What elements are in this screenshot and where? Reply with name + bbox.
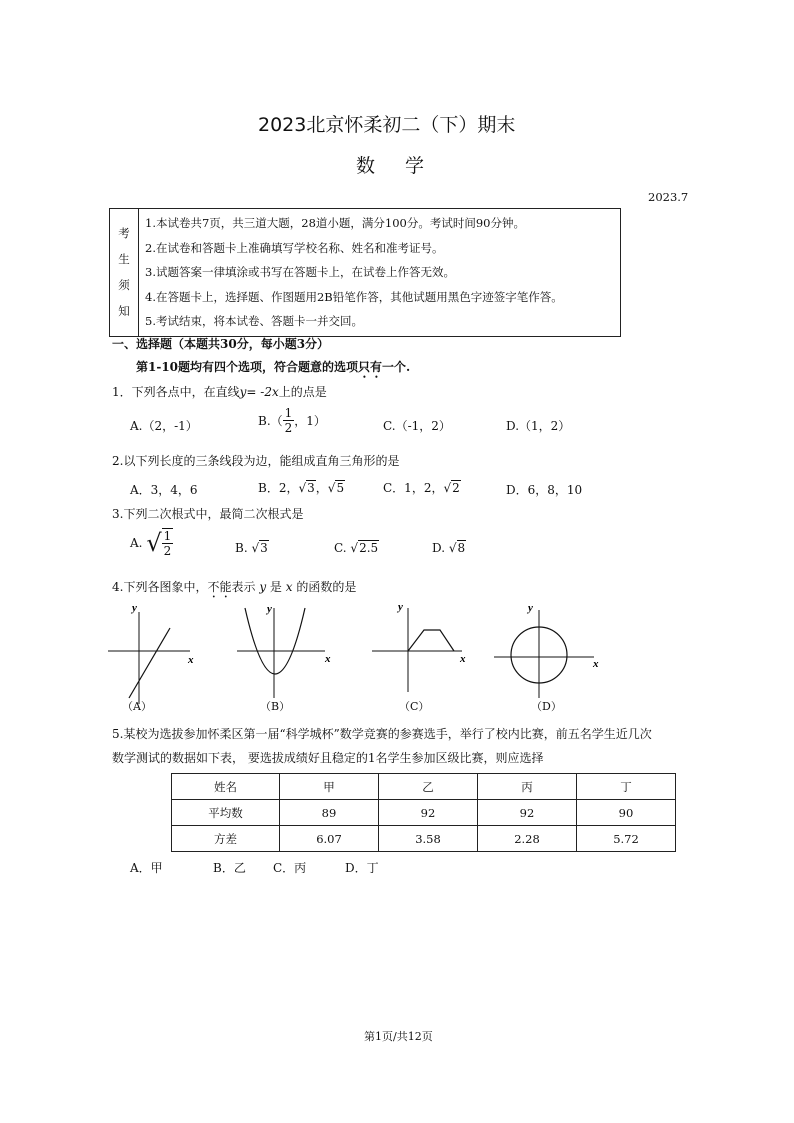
q4-caption-c: （C） bbox=[399, 700, 430, 713]
q4-var-x: x bbox=[285, 580, 293, 594]
q2-option-b[interactable] bbox=[258, 479, 345, 496]
y-axis-label: y bbox=[398, 601, 403, 613]
notice-item: 1.本试卷共7页，共三道大题，28道小题，满分100分。考试时间90分钟。 bbox=[145, 216, 526, 230]
table-header-cell: 丁 bbox=[577, 774, 676, 800]
question-1-stem bbox=[112, 383, 327, 400]
table-cell: 89 bbox=[280, 800, 379, 826]
notice-item: 2.在试卷和答题卡上准确填写学校名称、姓名和准考证号。 bbox=[145, 240, 444, 255]
fraction-denominator: 2 bbox=[284, 421, 293, 435]
question-2-stem: 2.以下列长度的三条线段为边，能组成直角三角形的是 bbox=[112, 454, 400, 468]
q2-b-separator: ， bbox=[315, 481, 328, 495]
sqrt-icon: √ bbox=[443, 481, 452, 495]
question-5-stem-line-1: 5.某校为选拔参加怀柔区第一届“科学城杯”数学竞赛的参赛选手，举行了校内比赛，前五名学生近几次 bbox=[112, 727, 652, 741]
q2-option-a[interactable]: A．3，4，6 bbox=[130, 483, 198, 497]
q3-a-fraction bbox=[162, 528, 174, 558]
q1-b-prefix: B.（ bbox=[258, 414, 283, 428]
notice-item: 5.考试结束，将本试卷、答题卡一并交回。 bbox=[145, 314, 363, 328]
q4-caption-d: （D） bbox=[531, 700, 562, 713]
table-header-cell: 甲 bbox=[280, 774, 379, 800]
table-cell: 92 bbox=[379, 800, 478, 826]
instruction-emphasis: 只有 bbox=[358, 360, 383, 374]
sqrt-icon: √ bbox=[448, 541, 457, 555]
q3-b-label: B. bbox=[235, 541, 248, 555]
q3-d-radicand: 8 bbox=[457, 541, 466, 555]
table-header-row bbox=[172, 774, 676, 800]
q3-option-d[interactable] bbox=[432, 541, 466, 555]
question-4-stem bbox=[112, 578, 356, 601]
q4-var-y: y bbox=[259, 580, 267, 594]
fraction-numerator: 1 bbox=[284, 406, 293, 420]
section-instruction bbox=[136, 358, 410, 381]
q4-stem-is: 是 bbox=[269, 580, 282, 594]
q1-option-a[interactable]: A.（2，-1） bbox=[130, 419, 198, 433]
q1-stem-text: 1．下列各点中，在直线 bbox=[112, 385, 240, 399]
table-header-cell: 姓名 bbox=[172, 774, 280, 800]
page-number: 第1页/共12页 bbox=[364, 1030, 433, 1043]
function-line bbox=[129, 628, 170, 698]
notice-items bbox=[139, 209, 621, 337]
q5-option-a[interactable]: A．甲 bbox=[130, 861, 163, 875]
instruction-text: 第1-10题均有四个选项，符合题意的选项 bbox=[136, 360, 359, 374]
q5-option-b[interactable]: B．乙 bbox=[213, 861, 246, 875]
q5-score-table bbox=[171, 773, 676, 852]
table-cell: 6.07 bbox=[280, 826, 379, 852]
y-axis-label: y bbox=[132, 602, 137, 614]
subject-title: 数学 bbox=[356, 155, 455, 177]
q4-stem-end: 的函数的是 bbox=[296, 580, 357, 594]
q4-stem-text: 4.下列各图象中， bbox=[112, 580, 208, 594]
q5-option-c[interactable]: C．丙 bbox=[273, 861, 307, 875]
table-cell: 5.72 bbox=[577, 826, 676, 852]
q2-b-radicand-1: 3 bbox=[307, 481, 315, 495]
q3-c-label: C. bbox=[334, 541, 347, 555]
exam-notice-box bbox=[109, 208, 621, 337]
notice-label bbox=[110, 209, 139, 337]
notice-label-char: 知 bbox=[118, 304, 130, 319]
q1-option-d[interactable]: D.（1，2） bbox=[506, 419, 571, 433]
q3-d-label: D. bbox=[432, 541, 446, 555]
table-cell: 平均数 bbox=[172, 800, 280, 826]
parabola-curve bbox=[245, 608, 305, 674]
sqrt-icon: √ bbox=[298, 481, 307, 495]
q4-caption-a: （A） bbox=[122, 700, 152, 713]
q1-option-b[interactable] bbox=[258, 406, 326, 435]
sqrt-icon: √ bbox=[350, 541, 359, 555]
exam-date: 2023.7 bbox=[648, 190, 689, 204]
question-5-stem-line-2: 数学测试的数据如下表， 要选拔成绩好且稳定的1名学生参加区级比赛，则应选择 bbox=[112, 751, 544, 765]
q2-c-prefix: C．1，2， bbox=[383, 481, 444, 495]
q1-b-fraction bbox=[283, 406, 295, 435]
q4-graph-d[interactable] bbox=[490, 600, 605, 710]
q4-caption-b: （B） bbox=[260, 700, 291, 713]
y-axis-label: y bbox=[528, 602, 533, 614]
q4-stem-emphasis: 不能 bbox=[207, 580, 232, 594]
q2-option-d[interactable]: D．6，8，10 bbox=[506, 483, 583, 497]
q1-equation: y= -2x bbox=[239, 385, 279, 399]
x-axis-label: x bbox=[460, 653, 466, 665]
q3-c-radicand: 2.5 bbox=[359, 541, 379, 555]
q3-option-b[interactable] bbox=[235, 541, 269, 555]
fraction-denominator: 2 bbox=[163, 544, 172, 558]
y-axis-label: y bbox=[267, 603, 272, 615]
instruction-text-end: 一个. bbox=[382, 360, 411, 374]
table-cell: 方差 bbox=[172, 826, 280, 852]
table-cell: 3.58 bbox=[379, 826, 478, 852]
q2-option-c[interactable] bbox=[383, 479, 461, 496]
q4-graph-a[interactable] bbox=[108, 600, 218, 710]
sqrt-icon: √ bbox=[251, 541, 260, 555]
q1-stem-end: 上的点是 bbox=[278, 385, 327, 399]
x-axis-label: x bbox=[593, 658, 599, 670]
q2-b-prefix: B．2， bbox=[258, 481, 299, 495]
notice-label-char: 考 bbox=[118, 226, 130, 241]
x-axis-label: x bbox=[188, 654, 194, 666]
q2-b-radicand-2: 5 bbox=[336, 481, 345, 495]
notice-item: 3.试题答案一律填涂或书写在答题卡上，在试卷上作答无效。 bbox=[145, 265, 455, 279]
table-cell: 92 bbox=[478, 800, 577, 826]
q5-option-d[interactable]: D．丁 bbox=[345, 861, 379, 875]
page-title: 2023北京怀柔初二（下）期末 bbox=[258, 114, 516, 136]
notice-label-char: 生 bbox=[118, 252, 130, 267]
q3-a-label: A. bbox=[130, 536, 143, 550]
notice-item: 4.在答题卡上，选择题、作图题用2B铅笔作答，其他试题用黑色字迹签字笔作答。 bbox=[145, 289, 563, 304]
q1-option-c[interactable]: C.（-1，2） bbox=[383, 419, 451, 433]
q3-b-radicand: 3 bbox=[260, 541, 268, 555]
table-cell: 2.28 bbox=[478, 826, 577, 852]
table-row bbox=[172, 826, 676, 852]
q3-option-c[interactable] bbox=[334, 541, 379, 555]
q4-stem-mid: 表示 bbox=[231, 580, 256, 594]
sqrt-icon: √ bbox=[146, 529, 162, 557]
q1-b-suffix: ，1） bbox=[294, 414, 326, 428]
q4-graph-b[interactable] bbox=[233, 600, 343, 710]
sqrt-icon: √ bbox=[327, 481, 336, 495]
notice-label-char: 须 bbox=[118, 278, 130, 293]
section-heading: 一、选择题（本题共30分，每小题3分） bbox=[112, 337, 330, 351]
q2-c-radicand: 2 bbox=[452, 481, 460, 495]
table-header-cell: 丙 bbox=[478, 774, 577, 800]
q3-option-a[interactable] bbox=[130, 528, 173, 558]
table-row bbox=[172, 800, 676, 826]
question-3-stem: 3.下列二次根式中，最简二次根式是 bbox=[112, 507, 304, 521]
trapezoid-graph bbox=[408, 630, 454, 651]
table-header-cell: 乙 bbox=[379, 774, 478, 800]
x-axis-label: x bbox=[325, 653, 331, 665]
table-cell: 90 bbox=[577, 800, 676, 826]
fraction-numerator: 1 bbox=[163, 529, 172, 543]
q4-graph-c[interactable] bbox=[368, 598, 478, 708]
